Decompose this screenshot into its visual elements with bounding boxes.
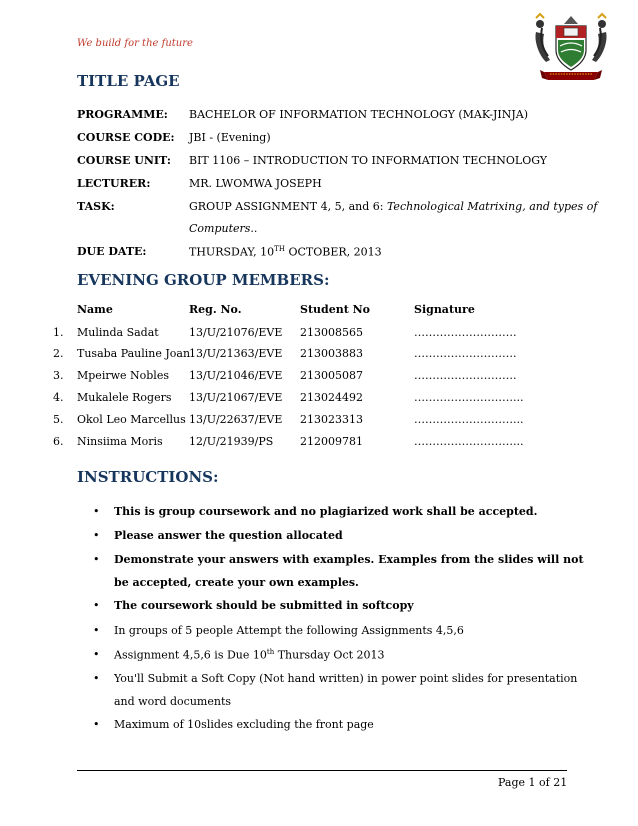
row-number: 4. [53,391,64,404]
members-heading: EVENING GROUP MEMBERS: [77,271,330,289]
member-student-no: 213005087 [300,369,363,382]
row-number: 1. [53,326,64,339]
course-unit-label: COURSE UNIT: [77,154,171,167]
member-student-no: 213023313 [300,413,363,426]
column-header-reg-no: Reg. No. [189,303,242,316]
member-student-no: 212009781 [300,435,363,448]
member-signature: ………………………... [414,435,524,448]
task-value-continued [189,222,257,235]
row-number: 6. [53,435,64,448]
row-number: 2. [53,347,64,360]
member-signature: ………………………. [414,326,517,339]
bullet-icon: • [93,553,100,566]
due-date-suffix: TH [274,245,285,253]
member-reg-no: 13/U/22637/EVE [189,413,283,426]
row-number: 5. [53,413,64,426]
bullet-icon: • [93,718,100,731]
member-signature: ………………………. [414,347,517,360]
university-crest-icon [530,10,612,88]
footer-divider [77,770,567,771]
instruction-item: Maximum of 10slides excluding the front page [114,718,374,731]
instruction-item: Demonstrate your answers with examples. Examples from the slides will not [114,553,584,566]
member-name: Mulinda Sadat [77,326,159,339]
bullet-icon: • [93,648,100,661]
lecturer-label: LECTURER: [77,177,151,190]
programme-label: PROGRAMME: [77,108,168,121]
course-unit-value: BIT 1106 – INTRODUCTION TO INFORMATION TECHNOLOGY [189,154,548,167]
row-number: 3. [53,369,64,382]
course-code-value: JBI - (Evening) [189,131,271,144]
member-student-no: 213003883 [300,347,363,360]
column-header-student-no: Student No [300,303,371,316]
instruction-due-suffix: th [266,648,275,656]
programme-value: BACHELOR OF INFORMATION TECHNOLOGY (MAK-JINJA) [189,108,528,121]
due-date-day: THURSDAY, 10 [189,245,275,259]
due-date-label: DUE DATE: [77,245,147,258]
task-value-italic-line2: Computers.. [189,222,258,235]
member-reg-no: 13/U/21076/EVE [189,326,283,339]
instruction-due-prefix: Assignment 4,5,6 is Due 10 [114,648,267,662]
lecturer-value: MR. LWOMWA JOSEPH [189,177,322,190]
bullet-icon: • [93,599,100,612]
instruction-item: Please answer the question allocated [114,529,343,542]
instruction-item-continued: be accepted, create your own examples. [114,576,359,589]
column-header-signature: Signature [414,303,475,316]
bullet-icon: • [93,672,100,685]
member-name: Mpeirwe Nobles [77,369,169,382]
instruction-item: The coursework should be submitted in softcopy [114,599,414,612]
member-signature: ………………………... [414,391,524,404]
member-student-no: 213008565 [300,326,363,339]
instructions-heading: INSTRUCTIONS: [77,468,219,486]
member-reg-no: 13/U/21363/EVE [189,347,283,360]
member-name: Okol Leo Marcellus [77,413,186,426]
member-student-no: 213024492 [300,391,363,404]
page-number: Page 1 of 21 [498,776,568,789]
instruction-item [114,648,385,662]
bullet-icon: • [93,505,100,518]
instruction-item-continued: and word documents [114,695,232,708]
task-value-prefix: GROUP ASSIGNMENT 4, 5, and 6: [189,200,387,213]
member-reg-no: 13/U/21067/EVE [189,391,283,404]
member-name: Ninsiima Moris [77,435,163,448]
member-reg-no: 13/U/21046/EVE [189,369,283,382]
course-code-label: COURSE CODE: [77,131,175,144]
due-date-value [189,245,382,259]
member-signature: ………………………. [414,369,517,382]
instruction-due-rest: Thursday Oct 2013 [274,648,385,662]
task-label: TASK: [77,200,115,213]
instruction-item: You'll Submit a Soft Copy (Not hand written) in power point slides for presentation [114,672,578,685]
task-value [189,200,597,213]
due-date-rest: OCTOBER, 2013 [284,245,382,259]
header-tagline: We build for the future [77,38,193,49]
bullet-icon: • [93,624,100,637]
page-title: TITLE PAGE [77,72,180,90]
member-name: Tusaba Pauline Joan [77,347,191,360]
member-reg-no: 12/U/21939/PS [189,435,274,448]
column-header-name: Name [77,303,113,316]
instruction-item: This is group coursework and no plagiarized work shall be accepted. [114,505,538,518]
member-signature: ………………………... [414,413,524,426]
task-value-italic: Technological Matrixing, and types of [386,200,598,213]
member-name: Mukalele Rogers [77,391,172,404]
bullet-icon: • [93,529,100,542]
instruction-item: In groups of 5 people Attempt the following Assignments 4,5,6 [114,624,464,637]
